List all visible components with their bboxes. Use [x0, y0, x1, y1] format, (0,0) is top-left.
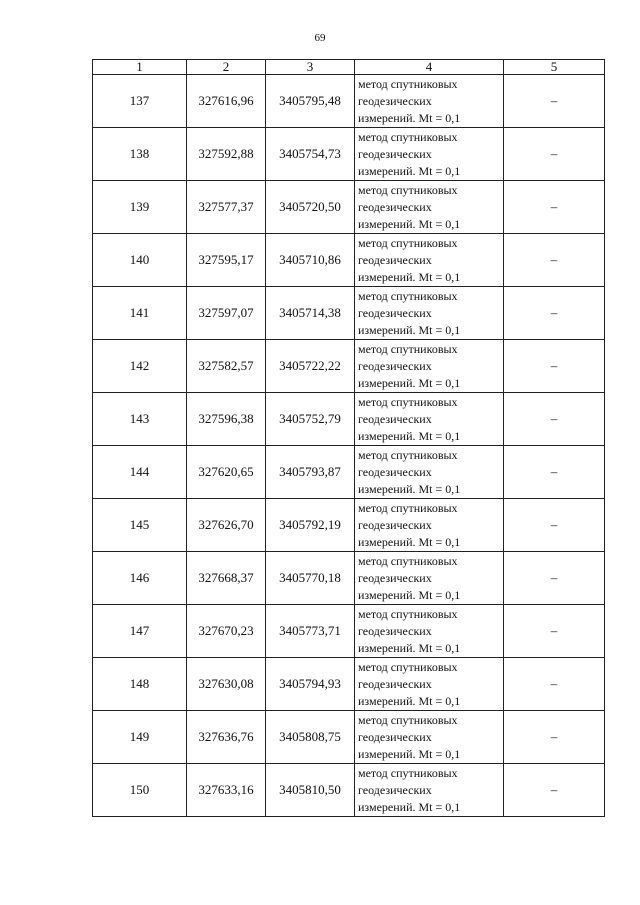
page-number: 69 [314, 32, 326, 44]
method-cell [355, 234, 504, 287]
method-text-line: метод спутниковых [358, 659, 458, 674]
method-text-line: геодезических [358, 676, 432, 691]
method-text-line: метод спутниковых [358, 288, 458, 303]
method-text-line: метод спутниковых [358, 712, 458, 727]
method-text-line: измерений. Mt = 0,1 [358, 746, 461, 761]
x-coordinate-cell: 327620,65 [187, 446, 266, 499]
method-text-line: измерений. Mt = 0,1 [358, 322, 461, 337]
x-coordinate-cell: 327597,07 [187, 287, 266, 340]
method-text-line: геодезических [358, 305, 432, 320]
table-row [93, 75, 605, 128]
method-text-line: геодезических [358, 146, 432, 161]
y-coordinate-cell: 3405722,22 [266, 340, 355, 393]
header-row [93, 60, 605, 75]
x-coordinate-cell: 327577,37 [187, 181, 266, 234]
method-cell [355, 552, 504, 605]
header-col-1: 1 [93, 60, 187, 75]
method-text-line: измерений. Mt = 0,1 [358, 799, 461, 814]
method-cell [355, 128, 504, 181]
description-cell: – [504, 75, 605, 128]
x-coordinate-cell: 327596,38 [187, 393, 266, 446]
description-cell: – [504, 393, 605, 446]
header-col-4: 4 [355, 60, 504, 75]
method-text-line: геодезических [358, 729, 432, 744]
y-coordinate-cell: 3405808,75 [266, 711, 355, 764]
method-text-line: геодезических [358, 358, 432, 373]
table-row [93, 499, 605, 552]
table-row [93, 128, 605, 181]
description-cell: – [504, 234, 605, 287]
point-number-cell: 150 [93, 764, 187, 817]
method-text-line: метод спутниковых [358, 765, 458, 780]
method-cell [355, 499, 504, 552]
point-number-cell: 149 [93, 711, 187, 764]
method-text-line: измерений. Mt = 0,1 [358, 428, 461, 443]
table-header [93, 60, 605, 75]
y-coordinate-cell: 3405754,73 [266, 128, 355, 181]
table-row [93, 287, 605, 340]
x-coordinate-cell: 327626,70 [187, 499, 266, 552]
y-coordinate-cell: 3405773,71 [266, 605, 355, 658]
y-coordinate-cell: 3405795,48 [266, 75, 355, 128]
method-text-line: метод спутниковых [358, 341, 458, 356]
y-coordinate-cell: 3405720,50 [266, 181, 355, 234]
table-row [93, 446, 605, 499]
point-number-cell: 143 [93, 393, 187, 446]
method-cell [355, 658, 504, 711]
method-text-line: измерений. Mt = 0,1 [358, 163, 461, 178]
method-text-line: измерений. Mt = 0,1 [358, 693, 461, 708]
header-col-5: 5 [504, 60, 605, 75]
description-cell: – [504, 658, 605, 711]
table-row [93, 340, 605, 393]
point-number-cell: 140 [93, 234, 187, 287]
y-coordinate-cell: 3405810,50 [266, 764, 355, 817]
description-cell: – [504, 764, 605, 817]
method-cell [355, 287, 504, 340]
table-row [93, 711, 605, 764]
method-cell [355, 764, 504, 817]
method-text-line: метод спутниковых [358, 129, 458, 144]
method-text-line: геодезических [358, 199, 432, 214]
method-text-line: измерений. Mt = 0,1 [358, 216, 461, 231]
method-text-line: измерений. Mt = 0,1 [358, 534, 461, 549]
method-cell [355, 446, 504, 499]
y-coordinate-cell: 3405793,87 [266, 446, 355, 499]
header-col-3: 3 [266, 60, 355, 75]
method-text-line: измерений. Mt = 0,1 [358, 481, 461, 496]
method-text-line: измерений. Mt = 0,1 [358, 640, 461, 655]
method-text-line: геодезических [358, 464, 432, 479]
description-cell: – [504, 499, 605, 552]
method-text-line: геодезических [358, 517, 432, 532]
y-coordinate-cell: 3405752,79 [266, 393, 355, 446]
method-cell [355, 340, 504, 393]
method-text-line: метод спутниковых [358, 606, 458, 621]
point-number-cell: 146 [93, 552, 187, 605]
point-number-cell: 139 [93, 181, 187, 234]
method-text-line: геодезических [358, 623, 432, 638]
coordinates-table [92, 59, 605, 817]
header-col-2: 2 [187, 60, 266, 75]
method-text-line: метод спутниковых [358, 553, 458, 568]
table-row [93, 658, 605, 711]
point-number-cell: 142 [93, 340, 187, 393]
y-coordinate-cell: 3405710,86 [266, 234, 355, 287]
description-cell: – [504, 446, 605, 499]
method-text-line: геодезических [358, 93, 432, 108]
table-row [93, 764, 605, 817]
point-number-cell: 141 [93, 287, 187, 340]
x-coordinate-cell: 327670,23 [187, 605, 266, 658]
y-coordinate-cell: 3405794,93 [266, 658, 355, 711]
method-text-line: геодезических [358, 411, 432, 426]
method-text-line: геодезических [358, 252, 432, 267]
description-cell: – [504, 340, 605, 393]
method-text-line: измерений. Mt = 0,1 [358, 110, 461, 125]
method-text-line: измерений. Mt = 0,1 [358, 587, 461, 602]
method-text-line: метод спутниковых [358, 235, 458, 250]
method-cell [355, 711, 504, 764]
method-text-line: геодезических [358, 782, 432, 797]
x-coordinate-cell: 327668,37 [187, 552, 266, 605]
x-coordinate-cell: 327636,76 [187, 711, 266, 764]
description-cell: – [504, 711, 605, 764]
table-body [93, 75, 605, 817]
description-cell: – [504, 552, 605, 605]
description-cell: – [504, 605, 605, 658]
y-coordinate-cell: 3405792,19 [266, 499, 355, 552]
x-coordinate-cell: 327582,57 [187, 340, 266, 393]
point-number-cell: 147 [93, 605, 187, 658]
x-coordinate-cell: 327616,96 [187, 75, 266, 128]
method-text-line: измерений. Mt = 0,1 [358, 375, 461, 390]
point-number-cell: 138 [93, 128, 187, 181]
description-cell: – [504, 287, 605, 340]
y-coordinate-cell: 3405714,38 [266, 287, 355, 340]
table-row [93, 234, 605, 287]
x-coordinate-cell: 327630,08 [187, 658, 266, 711]
method-cell [355, 605, 504, 658]
point-number-cell: 148 [93, 658, 187, 711]
x-coordinate-cell: 327592,88 [187, 128, 266, 181]
table-row [93, 181, 605, 234]
table-row [93, 393, 605, 446]
point-number-cell: 145 [93, 499, 187, 552]
table-row [93, 605, 605, 658]
method-cell [355, 75, 504, 128]
method-text-line: метод спутниковых [358, 182, 458, 197]
x-coordinate-cell: 327595,17 [187, 234, 266, 287]
description-cell: – [504, 128, 605, 181]
method-text-line: измерений. Mt = 0,1 [358, 269, 461, 284]
point-number-cell: 144 [93, 446, 187, 499]
method-text-line: метод спутниковых [358, 447, 458, 462]
method-text-line: метод спутниковых [358, 76, 458, 91]
x-coordinate-cell: 327633,16 [187, 764, 266, 817]
point-number-cell: 137 [93, 75, 187, 128]
method-cell [355, 393, 504, 446]
method-text-line: метод спутниковых [358, 500, 458, 515]
y-coordinate-cell: 3405770,18 [266, 552, 355, 605]
method-text-line: метод спутниковых [358, 394, 458, 409]
method-cell [355, 181, 504, 234]
method-text-line: геодезических [358, 570, 432, 585]
table-row [93, 552, 605, 605]
description-cell: – [504, 181, 605, 234]
